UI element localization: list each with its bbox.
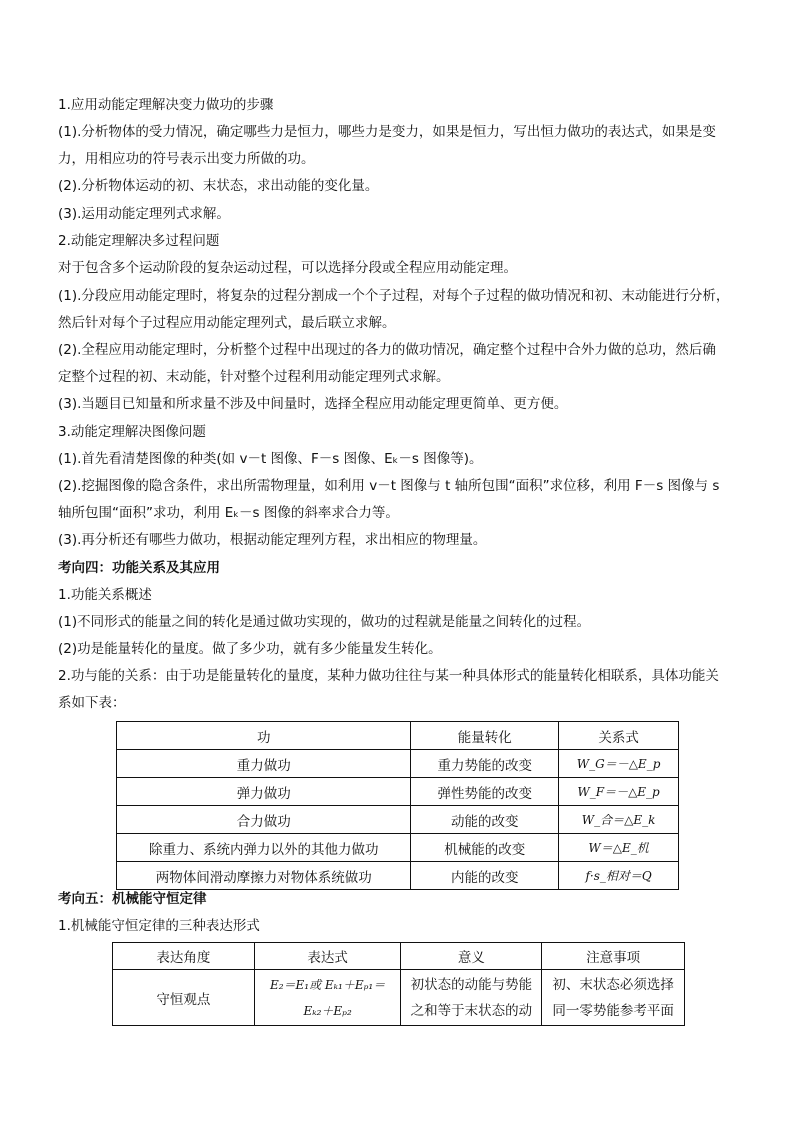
formula-line: Eₖ₂＋Eₚ₂ bbox=[303, 1003, 352, 1018]
table-cell-formula bbox=[254, 970, 401, 1026]
table-cell: 动能的改变 bbox=[411, 806, 559, 834]
table-cell: 内能的改变 bbox=[411, 862, 559, 890]
paragraph-line: 对于包含多个运动阶段的复杂运动过程，可以选择分段或全程应用动能定理。 bbox=[58, 260, 517, 276]
cell-text-line: 初状态的动能与势能 bbox=[410, 976, 533, 993]
table-header-cell: 表达式 bbox=[254, 943, 401, 970]
table-cell-formula: W＝△E_机 bbox=[559, 834, 679, 862]
heading-3: 3.动能定理解决图像问题 bbox=[58, 424, 206, 440]
cell-text-line: 之和等于末状态的动 bbox=[410, 1002, 533, 1019]
table-row bbox=[117, 778, 679, 806]
table-cell: 守恒观点 bbox=[113, 970, 255, 1026]
formula-line: E₂＝E₁或 Eₖ₁＋Eₚ₁＝ bbox=[269, 977, 386, 992]
table-cell-formula: W_合＝△E_k bbox=[559, 806, 679, 834]
paragraph-line: (1).分析物体的受力情况，确定哪些力是恒力，哪些力是变力，如果是恒力，写出恒力做功的表达式，如果是变 bbox=[58, 124, 716, 140]
paragraph-line: 定整个过程的初、末动能，针对整个过程利用动能定理列式求解。 bbox=[58, 369, 450, 385]
table-cell bbox=[542, 970, 685, 1026]
table-row bbox=[117, 834, 679, 862]
table-header-cell: 关系式 bbox=[559, 722, 679, 750]
paragraph-line: (2).全程应用动能定理时，分析整个过程中出现过的各力的做功情况，确定整个过程中合外力做的总功，然后确 bbox=[58, 342, 716, 358]
table-cell: 弹力做功 bbox=[117, 778, 411, 806]
section-heading-4: 考向四：功能关系及其应用 bbox=[58, 560, 220, 576]
table-header-row bbox=[117, 722, 679, 750]
table-cell: 弹性势能的改变 bbox=[411, 778, 559, 806]
table-cell: 重力势能的改变 bbox=[411, 750, 559, 778]
table-row bbox=[117, 862, 679, 890]
paragraph-line: 2.功与能的关系：由于功是能量转化的量度，某种力做功往往与某一种具体形式的能量转化相联系，具体功能关 bbox=[58, 668, 719, 684]
paragraph-line: (3).再分析还有哪些力做功，根据动能定理列方程，求出相应的物理量。 bbox=[58, 532, 487, 548]
table-cell bbox=[401, 970, 542, 1026]
paragraph-line: (2)功是能量转化的量度。做了多少功，就有多少能量发生转化。 bbox=[58, 641, 442, 657]
table-cell: 合力做功 bbox=[117, 806, 411, 834]
table-cell: 两物体间滑动摩擦力对物体系统做功 bbox=[117, 862, 411, 890]
cell-text-line: 同一零势能参考平面 bbox=[552, 1002, 674, 1019]
table-cell: 除重力、系统内弹力以外的其他力做功 bbox=[117, 834, 411, 862]
table-row bbox=[113, 970, 685, 1026]
table-header-cell: 功 bbox=[117, 722, 411, 750]
paragraph-line: 系如下表： bbox=[58, 695, 126, 711]
paragraph-line: (3).当题目已知量和所求量不涉及中间量时，选择全程应用动能定理更简单、更方便。 bbox=[58, 396, 568, 412]
table-cell-formula: W_F＝－△E_p bbox=[559, 778, 679, 806]
heading-4-1: 1.功能关系概述 bbox=[58, 587, 152, 603]
paragraph-line: (2).分析物体运动的初、末状态，求出动能的变化量。 bbox=[58, 178, 379, 194]
paragraph-line: (2).挖掘图像的隐含条件，求出所需物理量，如利用 v－t 图像与 t 轴所包围“面积”求位移，利用 F－s 图像与 s bbox=[58, 478, 720, 494]
table-header-cell: 表达角度 bbox=[113, 943, 255, 970]
table-cell: 重力做功 bbox=[117, 750, 411, 778]
work-energy-table bbox=[116, 721, 679, 890]
table-header-cell: 注意事项 bbox=[542, 943, 685, 970]
section-heading-5: 考向五：机械能守恒定律 bbox=[58, 891, 207, 907]
table-cell: 机械能的改变 bbox=[411, 834, 559, 862]
paragraph-line: (1)不同形式的能量之间的转化是通过做功实现的，做功的过程就是能量之间转化的过程。 bbox=[58, 614, 591, 630]
table-header-cell: 能量转化 bbox=[411, 722, 559, 750]
paragraph-line: 轴所包围“面积”求功，利用 Eₖ－s 图像的斜率求合力等。 bbox=[58, 505, 399, 521]
paragraph-line: 然后针对每个子过程应用动能定理列式，最后联立求解。 bbox=[58, 315, 396, 331]
heading-1: 1.应用动能定理解决变力做功的步骤 bbox=[58, 97, 274, 113]
conservation-forms-table bbox=[112, 942, 685, 1026]
table-cell-formula: W_G＝－△E_p bbox=[559, 750, 679, 778]
paragraph-line: (1).分段应用动能定理时，将复杂的过程分割成一个个子过程，对每个子过程的做功情况和初、末动能进行分析， bbox=[58, 288, 730, 304]
table-row bbox=[117, 750, 679, 778]
heading-5-1: 1.机械能守恒定律的三种表达形式 bbox=[58, 918, 260, 934]
paragraph-line: (1).首先看清楚图像的种类(如 v－t 图像、F－s 图像、Eₖ－s 图像等)。 bbox=[58, 451, 483, 467]
table-header-cell: 意义 bbox=[401, 943, 542, 970]
table-row bbox=[117, 806, 679, 834]
table-header-row bbox=[113, 943, 685, 970]
cell-text-line: 初、末状态必须选择 bbox=[552, 976, 674, 993]
heading-2: 2.动能定理解决多过程问题 bbox=[58, 233, 220, 249]
paragraph-line: (3).运用动能定理列式求解。 bbox=[58, 206, 230, 222]
paragraph-line: 力，用相应功的符号表示出变力所做的功。 bbox=[58, 151, 315, 167]
table-cell-formula: f·s_相对＝Q bbox=[559, 862, 679, 890]
